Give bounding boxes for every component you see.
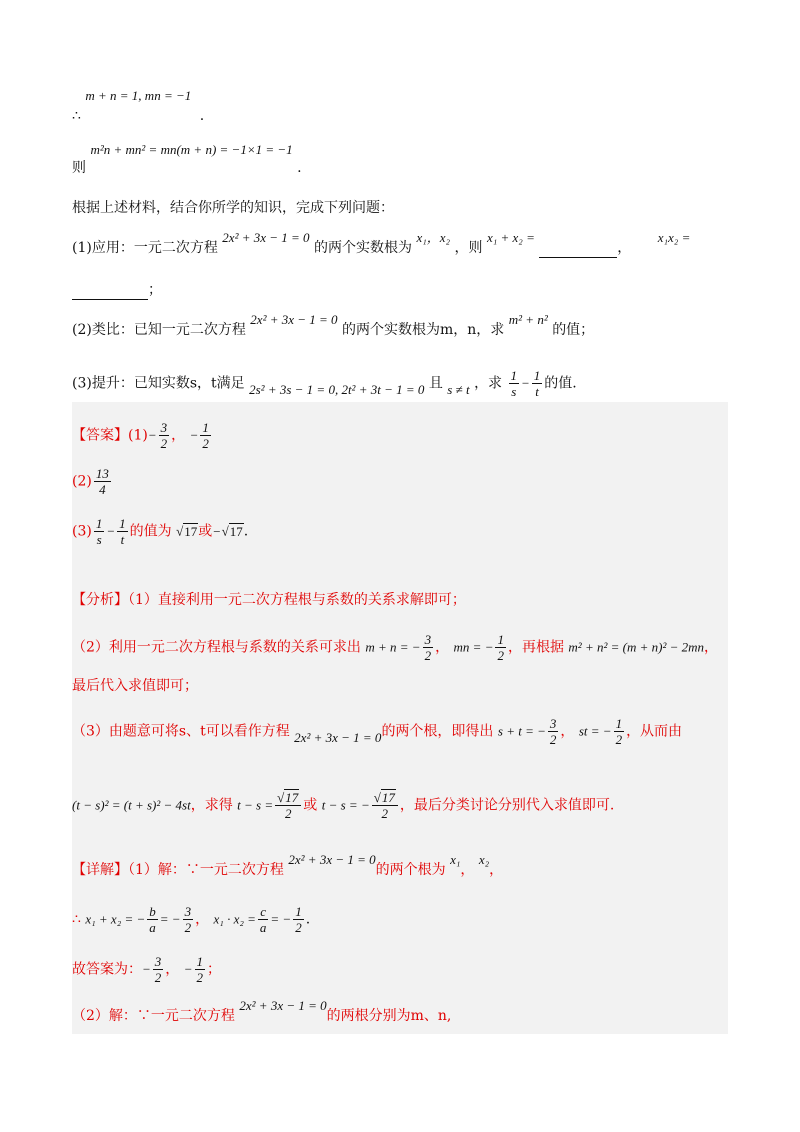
question-3 [72,368,728,399]
q1-prod-blank [72,285,148,300]
root-x1: x₁ [450,852,461,867]
q1-prefix: (1)应用：一元二次方程 [72,240,218,256]
analysis-line-4 [72,716,728,747]
eq-x1-x2: x₁ · x₂ = [213,911,256,927]
q3-equation: 2s² + 3s − 1 = 0, 2t² + 3t − 1 = 0 [249,381,425,397]
q3-frac-1-over-t: $\frac{1}{t}$ [533,368,541,399]
minus: − [521,375,530,391]
eq-mn: mn = − [453,639,494,655]
frac-3-2: $\frac{3}{2}$ [424,632,432,663]
frac-b-a: $\frac{b}{a}$ [149,904,156,935]
or-text: 或 [198,523,213,540]
detail-text-4: （2）解：∵一元二次方程 [72,1008,235,1024]
period: . [199,108,205,124]
analysis-get: ，求得 [190,797,233,814]
detail-line-3 [72,954,728,985]
eq-t-minus-s-pos: t − s = [237,797,274,813]
q1-equation: 2x² + 3x − 1 = 0 [222,230,310,245]
q1-sum-expr: x₁ + x₂ = [486,230,535,245]
period: . [305,911,311,928]
therefore-symbol: ∴ [72,911,81,928]
analysis-end-5: ，最后分类讨论分别代入求值即可. [399,797,615,814]
q1-prod-expr: x₁x₂ = [657,230,691,245]
root-x2: x₂ [478,852,490,867]
sqrt-17: √17 [176,523,198,539]
eq-quadratic: 2x² + 3x − 1 = 0 [294,729,382,745]
q3-cond: 且 [428,375,443,392]
analysis-line-3: 最后代入求值即可； [72,678,198,694]
detail-line-4 [72,998,728,1026]
comma: ， [560,723,575,740]
answer-line-2 [72,466,728,497]
q2-mid: 的两个实数根为m，n，求 [342,322,505,338]
detail-label: 【详解】 [72,862,128,878]
intro-line-2 [72,142,728,176]
minus: − [189,427,199,443]
q1-roots: x₁，x₂ [416,230,451,245]
detail-text-1: （1）解：∵一元二次方程 [128,862,284,878]
minus: − [147,427,157,443]
analysis-mid: ，再根据 [507,639,564,656]
frac-1-2: $\frac{1}{2}$ [295,904,302,935]
minus: − [106,523,116,539]
frac-3-2: $\frac{3}{2}$ [549,716,557,747]
neg-sqrt-17: −√17 [213,523,243,539]
analysis-label: 【分析】 [72,592,128,608]
comma: ， [171,427,186,444]
frac-1-2: $\frac{1}{2}$ [196,954,204,985]
analysis-text-2: （2）利用一元二次方程根与系数的关系可求出 [72,639,361,656]
period: . [297,160,302,176]
or-text: 或 [303,797,318,814]
detail-mid-1: 的两个根为 [375,862,446,878]
comma: ， [195,911,210,928]
analysis-line-5 [72,790,728,821]
therefore-symbol: ∴ [72,108,81,124]
frac-3-2: $\frac{3}{2}$ [184,904,192,935]
analysis-mid-4: 的两个根，即得出 [381,723,494,740]
equals-neg: = − [270,911,292,927]
answer-frac-3-2: $\frac{3}{2}$ [160,420,168,451]
answer-line-1 [72,420,728,451]
frac-c-a: $\frac{c}{a}$ [259,904,267,935]
eq-s-plus-t: s + t = − [497,723,546,739]
answer-part-1: (1) [128,427,148,444]
q3-ask: ，求 [474,375,503,392]
question-1-cont [72,280,728,300]
q3-frac-1-over-s: $\frac{1}{s}$ [510,368,518,399]
detail-text-3: 故答案为： [72,961,142,978]
q3-neq: s ≠ t [447,381,470,397]
q1-then: ，则 [454,240,483,256]
comma: ， [165,961,180,978]
analysis-text-4: （3）由题意可将s、t可以看作方程 [72,723,290,740]
intro-equation-1: m + n = 1, mn = −1 [85,88,192,103]
answer-line-3 [72,516,728,547]
minus: − [183,961,193,977]
formula-m2-n2: m² + n² = (m + n)² − 2mn [568,639,705,655]
frac-1-2: $\frac{1}{2}$ [497,632,504,663]
frac-sqrt17-2-neg: $\frac{√17}{2}$ [372,790,398,821]
frac-3-2: $\frac{3}{2}$ [154,954,162,985]
frac-sqrt17-2: $\frac{√17}{2}$ [275,790,301,821]
eq-t-minus-s-neg: t − s = − [321,797,370,813]
comma: ， [489,862,504,878]
minus: − [142,961,151,977]
q3-end: 的值. [544,375,577,392]
formula-t-minus-s: (t − s)² = (t + s)² − 4st [72,797,191,813]
semicolon: ； [207,961,222,978]
question-2 [72,312,728,340]
comma: ， [460,862,475,878]
frac-1-2: $\frac{1}{2}$ [615,716,623,747]
equals-neg: = − [159,911,181,927]
detail-line-2 [72,904,728,935]
eq-x1-plus-x2: x₁ + x₂ = − [85,911,146,927]
q1-mid: 的两个实数根为 [314,240,413,256]
analysis-text-1: （1）直接利用一元二次方程根与系数的关系求解即可； [128,592,466,608]
comma: ， [435,639,450,656]
question-1 [72,230,728,258]
ze-label: 则 [72,160,86,176]
semicolon: ； [148,282,162,298]
answer-frac-1-2: $\frac{1}{2}$ [202,420,209,451]
eq-quadratic: 2x² + 3x − 1 = 0 [239,998,327,1013]
q2-target: m² + n² [508,312,548,327]
value-text: 的值为 [129,523,172,540]
task-instruction: 根据上述材料，结合你所学的知识，完成下列问题： [72,200,394,216]
analysis-line-2 [72,632,728,663]
answer-part-2: (2) [72,473,92,490]
intro-line-1 [72,88,728,124]
comma: ， [704,639,719,656]
detail-line-1 [72,852,728,880]
eq-st: st = − [578,723,612,739]
frac-1-over-s: $\frac{1}{s}$ [95,516,103,547]
answer-label: 【答案】 [72,427,128,444]
q2-equation: 2x² + 3x − 1 = 0 [250,312,338,327]
eq-quadratic: 2x² + 3x − 1 = 0 [288,852,376,867]
q1-sum-blank [539,243,617,258]
q2-prefix: (2)类比：已知一元二次方程 [72,322,246,338]
answer-frac-13-4: $\frac{13}{4}$ [95,466,109,497]
comma: ， [617,240,632,256]
analysis-line-1 [72,590,728,610]
analysis-end-4: ，从而由 [626,723,683,740]
answer-part-3: (3) [72,523,92,540]
intro-equation-2: m²n + mn² = mn(m + n) = −1×1 = −1 [90,142,293,157]
frac-1-over-t: $\frac{1}{t}$ [119,516,126,547]
period: . [243,523,249,540]
q3-prefix: (3)提升：已知实数s，t满足 [72,375,245,392]
detail-end-4: 的两根分别为m、n, [326,1008,452,1024]
eq-m-plus-n: m + n = − [365,639,421,655]
q2-end: 的值； [552,322,595,338]
